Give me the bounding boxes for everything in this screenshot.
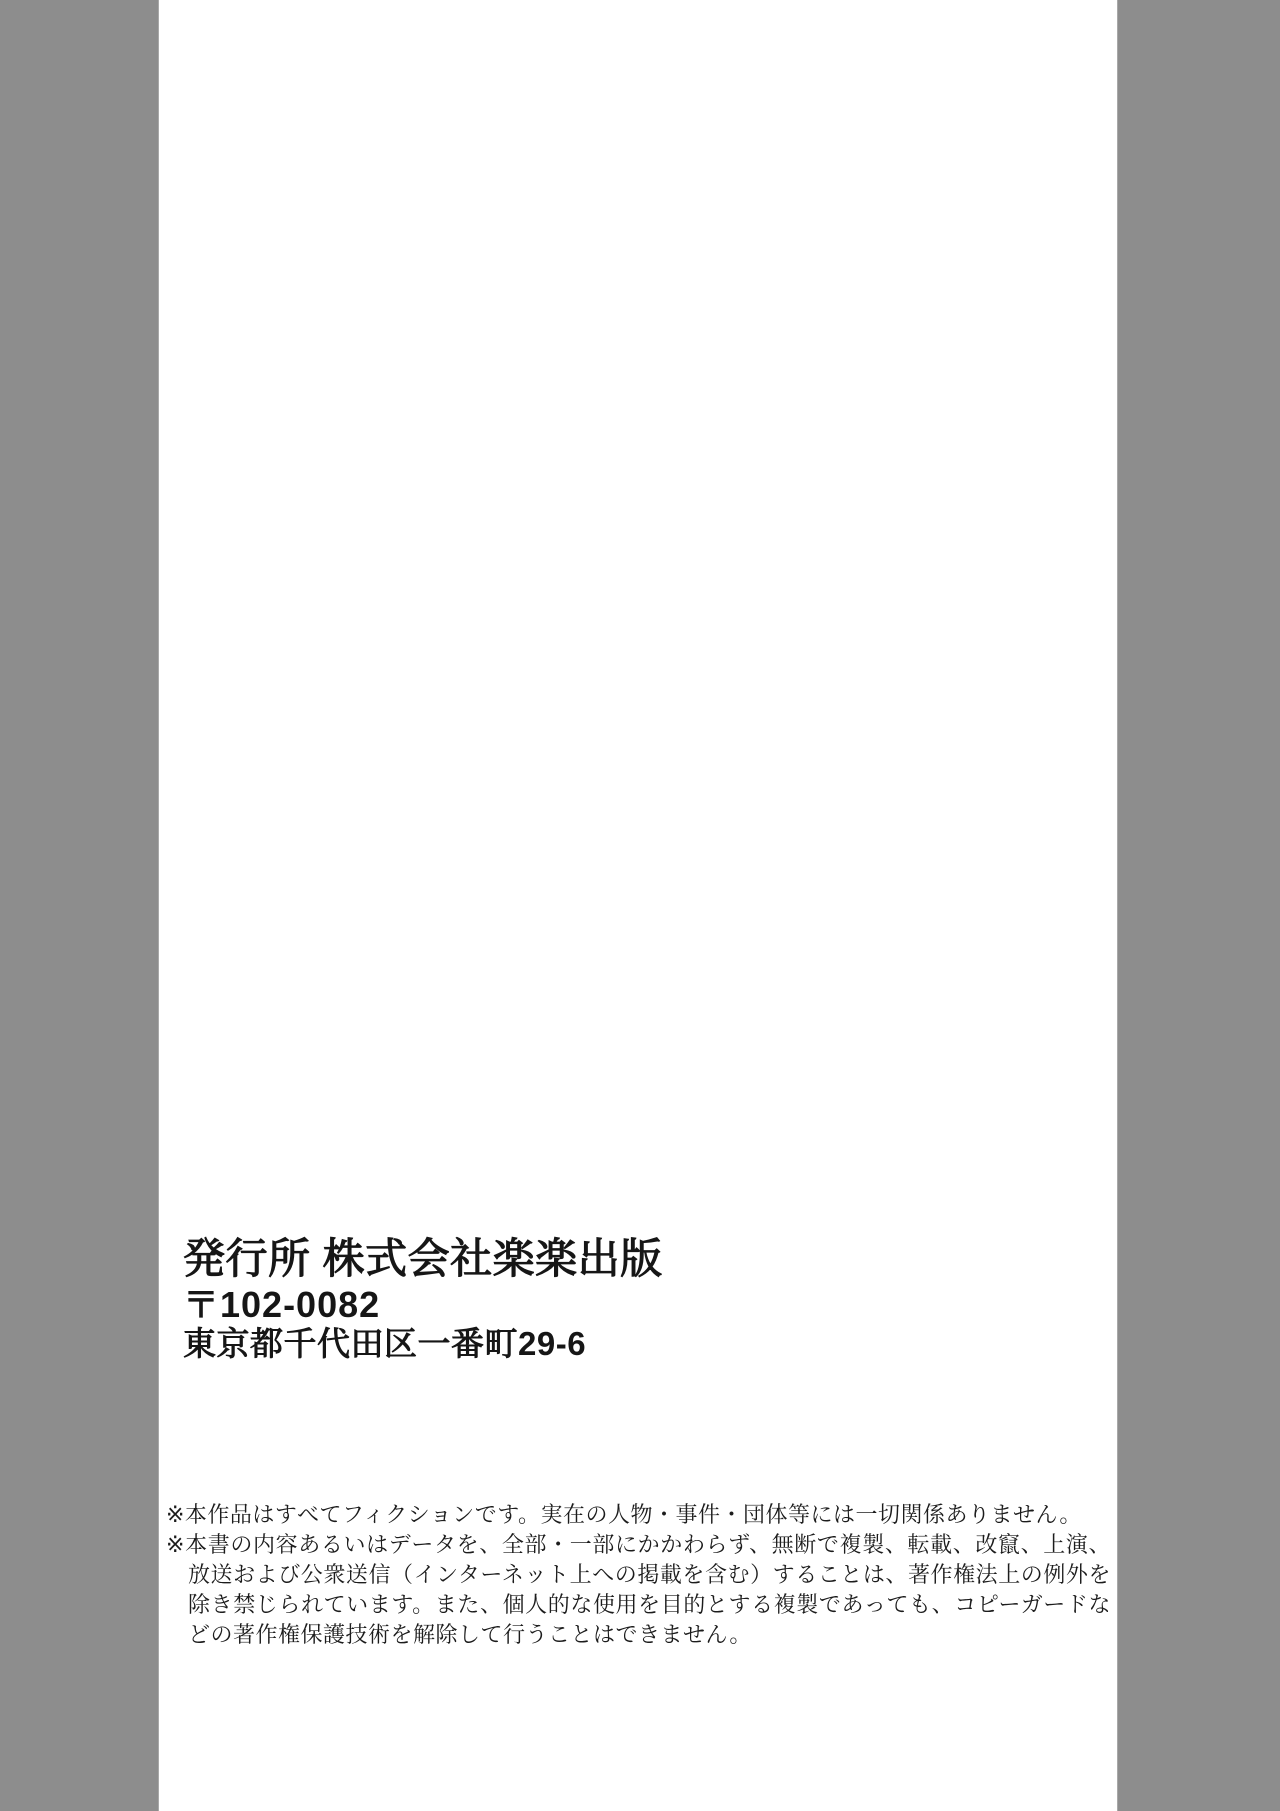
disclaimer-line-copyright-2: 放送および公衆送信（インターネット上への掲載を含む）することは、著作権法上の例外を	[188, 1562, 1111, 1587]
publisher-name: 発行所 株式会社楽楽出版	[183, 1235, 663, 1282]
disclaimer-line-copyright-4: どの著作権保護技術を解除して行うことはできません。	[188, 1622, 752, 1647]
disclaimer-block	[166, 1500, 1111, 1650]
disclaimer-line-copyright-3: 除き禁じられています。また、個人的な使用を目的とする複製であっても、コピーガードな	[188, 1592, 1111, 1617]
disclaimer-line-copyright-1: ※本書の内容あるいはデータを、全部・一部にかかわらず、無断で複製、転載、改竄、上演、	[166, 1532, 1111, 1557]
publisher-postal-code: 〒102-0082	[183, 1284, 381, 1325]
disclaimer-line-fiction-notice: ※本作品はすべてフィクションです。実在の人物・事件・団体等には一切関係ありません。	[166, 1502, 1082, 1527]
publisher-address: 東京都千代田区一番町29-6	[183, 1325, 587, 1362]
publisher-block	[183, 1233, 663, 1363]
white-page	[158, 0, 1118, 1811]
